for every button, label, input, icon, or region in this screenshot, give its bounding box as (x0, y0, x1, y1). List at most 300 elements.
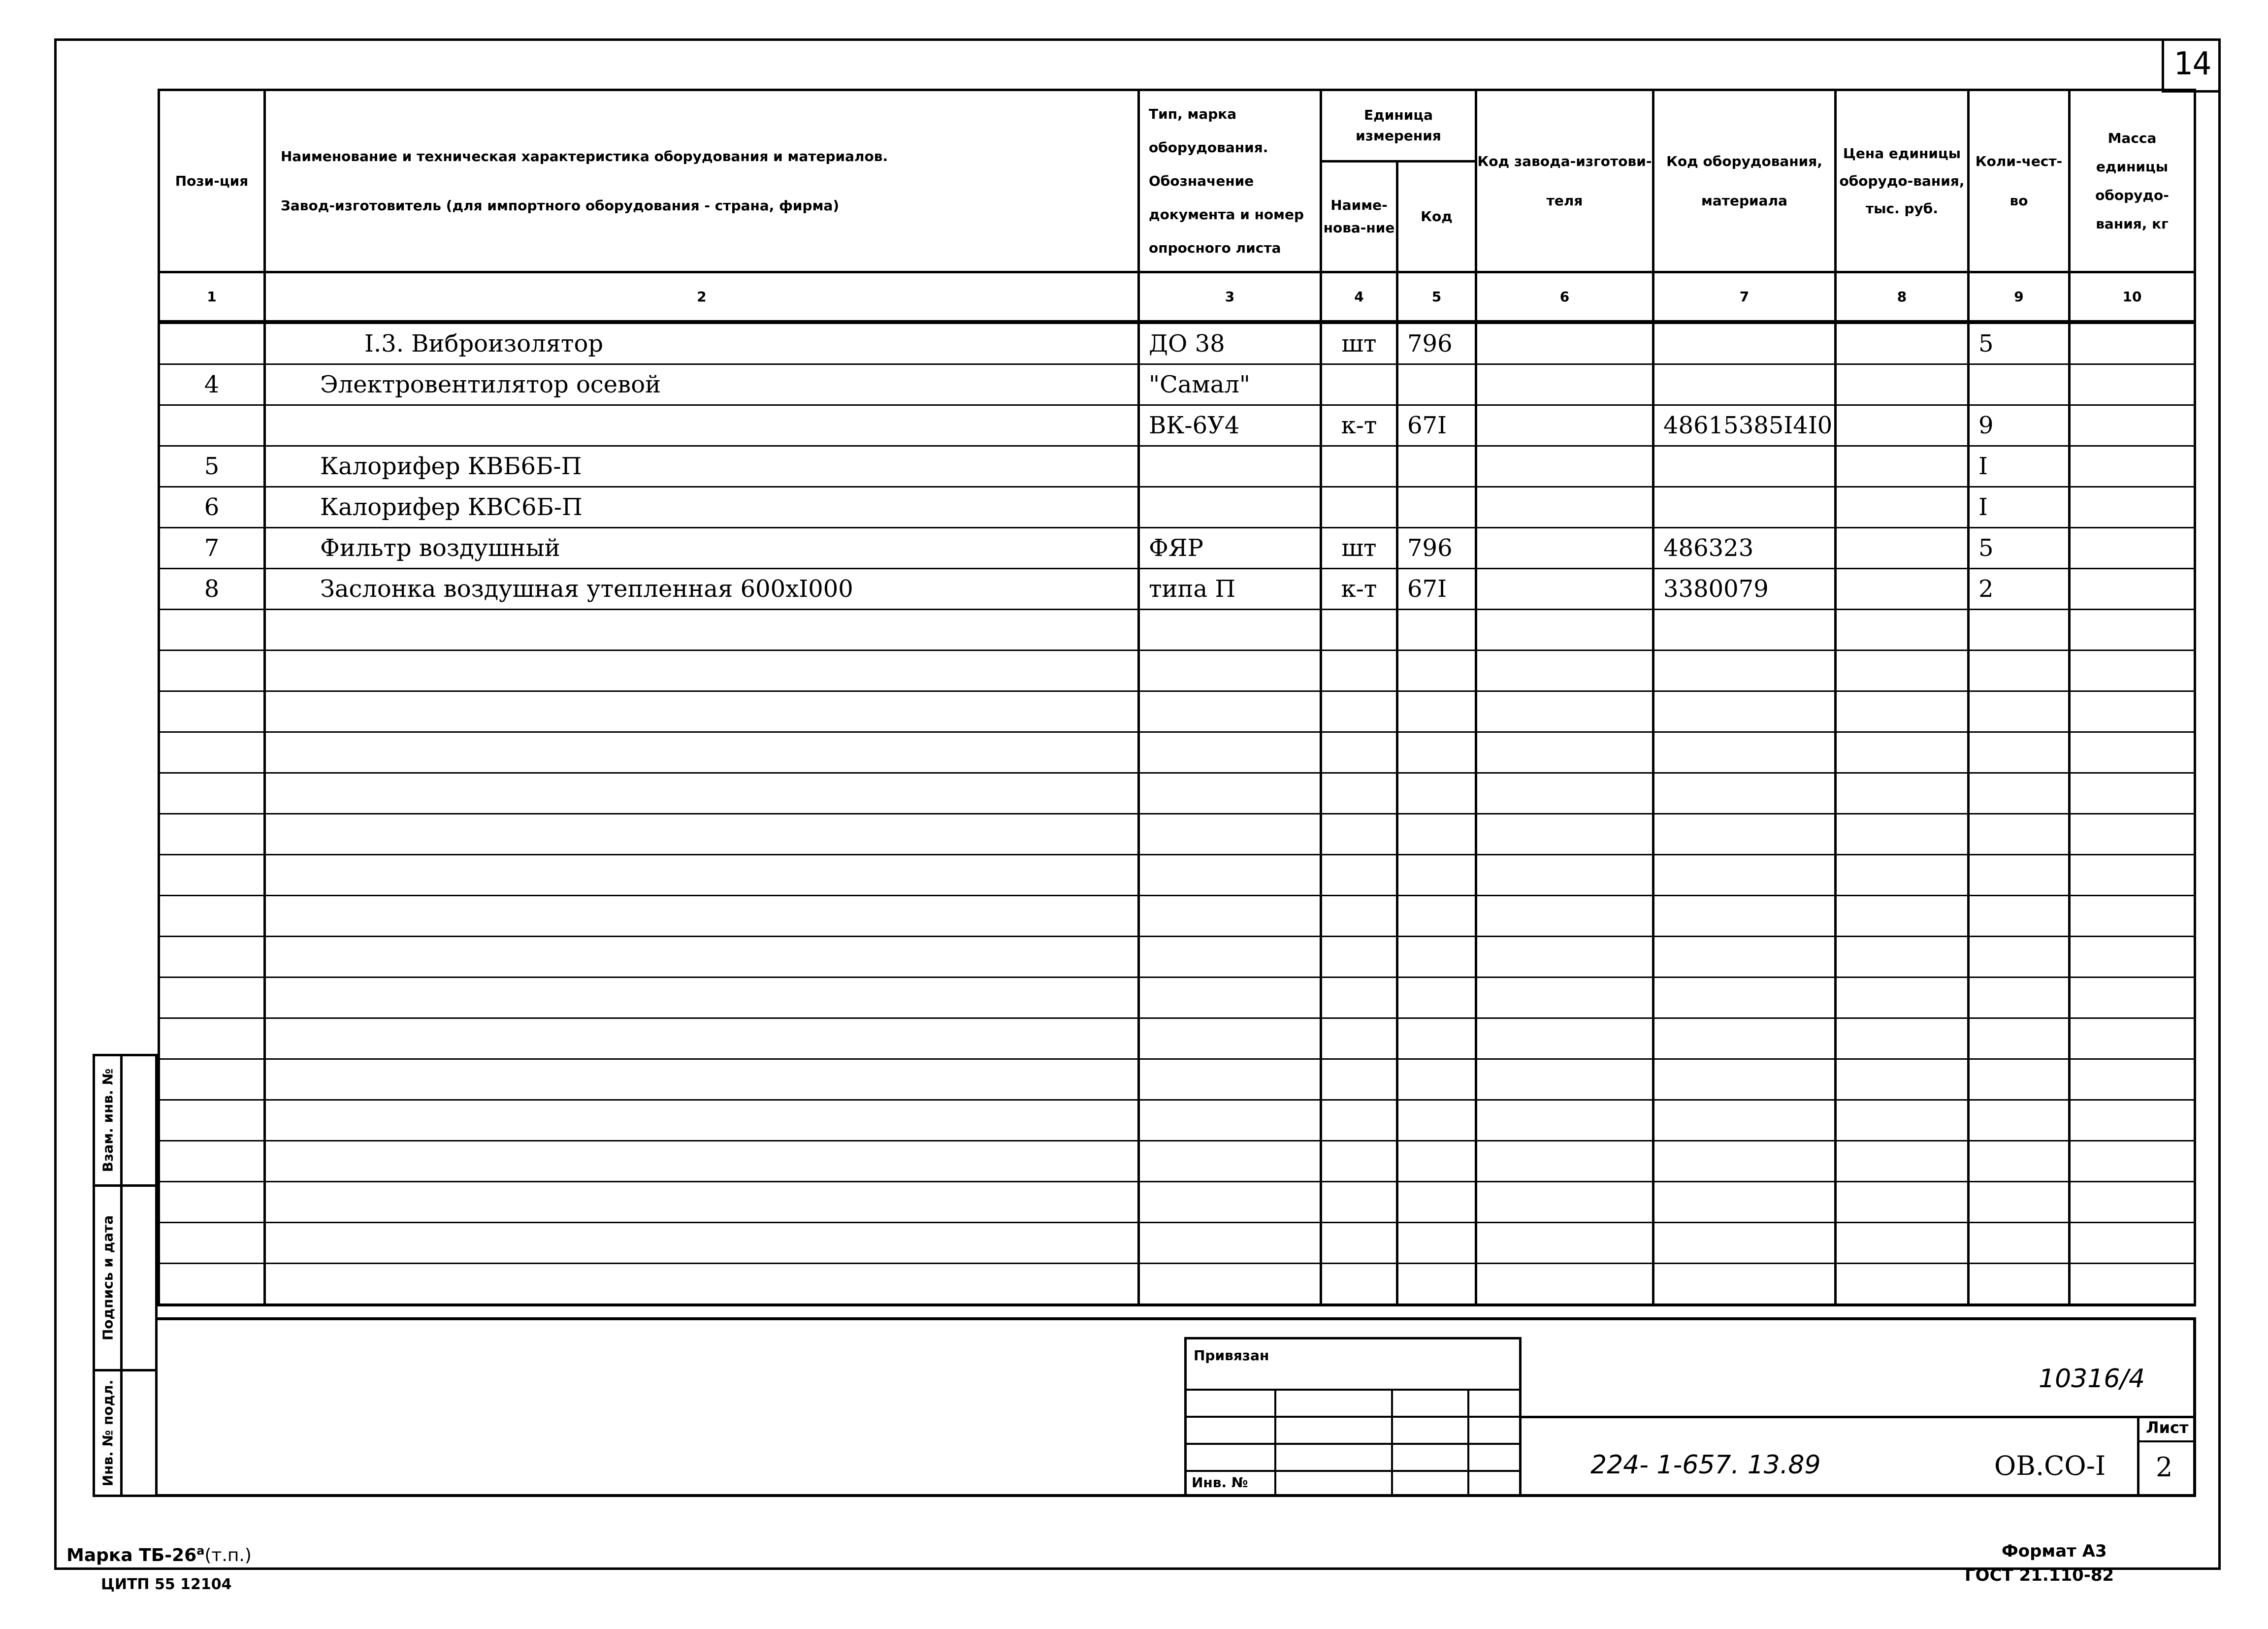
empty-cell (1836, 814, 1969, 855)
cell-position: 5 (159, 446, 265, 487)
empty-cell (1969, 855, 2070, 896)
form-mark-sup: а (196, 1544, 205, 1558)
cell-price (1836, 446, 1969, 487)
form-mark-text: Марка ТБ-26 (66, 1545, 197, 1565)
empty-cell (1969, 937, 2070, 977)
empty-cell (1969, 610, 2070, 651)
header-unit-name: Наиме-нова-ние (1321, 162, 1397, 272)
empty-cell (1139, 1018, 1321, 1059)
cell-quantity: 5 (1969, 322, 2070, 364)
empty-cell (265, 1182, 1139, 1223)
header-type: Тип, марка оборудования. Обозначение документа и номер опросного листа (1139, 90, 1321, 272)
header-mass: Масса единицы оборудо-вания, кг (2070, 90, 2195, 272)
empty-row (159, 610, 2195, 651)
empty-row (159, 732, 2195, 773)
header-name-line1: Наименование и техническая характеристика оборудования и материалов. (281, 148, 888, 164)
table-row (159, 569, 2195, 610)
side-stamp-replacement (93, 1054, 158, 1187)
cell-type: ДО 38 (1139, 322, 1321, 364)
cell-unit-code (1397, 487, 1476, 528)
empty-cell (1969, 1223, 2070, 1264)
cell-unit-code: 67I (1397, 569, 1476, 610)
cell-type (1139, 487, 1321, 528)
empty-cell (265, 1264, 1139, 1305)
empty-cell (265, 1100, 1139, 1141)
empty-cell (265, 1018, 1139, 1059)
empty-cell (1653, 855, 1836, 896)
column-number: 10 (2070, 272, 2195, 323)
grid-line (1184, 1470, 1522, 1472)
empty-cell (1397, 855, 1476, 896)
empty-cell (1321, 691, 1397, 732)
cell-position (159, 322, 265, 364)
empty-cell (1139, 773, 1321, 814)
empty-cell (1476, 610, 1653, 651)
cell-unit: к-т (1321, 405, 1397, 446)
empty-cell (1476, 937, 1653, 977)
empty-cell (1653, 814, 1836, 855)
gost-reference: ГОСТ 21.110-82 (1965, 1565, 2114, 1585)
empty-cell (265, 651, 1139, 691)
table-row (159, 364, 2195, 405)
empty-row (159, 1059, 2195, 1100)
empty-cell (1969, 1264, 2070, 1305)
cell-price (1836, 405, 1969, 446)
grid-line (1391, 1389, 1393, 1497)
table-row (159, 528, 2195, 569)
table-row (159, 487, 2195, 528)
column-number: 4 (1321, 272, 1397, 323)
cell-maker-code (1476, 487, 1653, 528)
empty-cell (1653, 732, 1836, 773)
cell-unit-code: 796 (1397, 528, 1476, 569)
empty-cell (2070, 896, 2195, 937)
cell-name (265, 405, 1139, 446)
empty-cell (1139, 937, 1321, 977)
empty-cell (1476, 1059, 1653, 1100)
empty-cell (159, 732, 265, 773)
cell-mass (2070, 528, 2195, 569)
cell-position: 7 (159, 528, 265, 569)
header-maker-code: Код завода-изготови-теля (1476, 90, 1653, 272)
empty-cell (1653, 1059, 1836, 1100)
empty-cell (159, 1059, 265, 1100)
cell-quantity: 5 (1969, 528, 2070, 569)
table-row (159, 405, 2195, 446)
cell-position (159, 405, 265, 446)
side-stamp-label: Инв. № подл. (99, 1379, 116, 1487)
empty-cell (1653, 1182, 1836, 1223)
cell-unit: шт (1321, 322, 1397, 364)
empty-cell (1397, 937, 1476, 977)
empty-cell (2070, 1223, 2195, 1264)
cell-unit-code (1397, 364, 1476, 405)
empty-cell (1836, 1264, 1969, 1305)
empty-cell (2070, 1059, 2195, 1100)
column-number: 3 (1139, 272, 1321, 323)
column-number: 7 (1653, 272, 1836, 323)
grid-line (2137, 1416, 2139, 1497)
empty-cell (1969, 1141, 2070, 1182)
empty-cell (1321, 773, 1397, 814)
cell-equipment-code (1653, 322, 1836, 364)
empty-cell (1321, 610, 1397, 651)
table-row (159, 446, 2195, 487)
empty-cell (1653, 773, 1836, 814)
empty-cell (265, 732, 1139, 773)
side-stamp-label: Подпись и дата (99, 1215, 116, 1341)
table-body (159, 322, 2195, 1305)
grid-line (1184, 1416, 1522, 1418)
empty-cell (159, 1100, 265, 1141)
sheet-corner-box (2162, 38, 2221, 93)
empty-cell (1969, 1182, 2070, 1223)
empty-cell (2070, 1100, 2195, 1141)
empty-cell (1836, 977, 1969, 1018)
grid-line (1274, 1389, 1276, 1497)
grid-line (2137, 1440, 2196, 1442)
empty-cell (1476, 814, 1653, 855)
empty-row (159, 691, 2195, 732)
empty-cell (2070, 1141, 2195, 1182)
column-number: 8 (1836, 272, 1969, 323)
empty-cell (1653, 1264, 1836, 1305)
empty-cell (1397, 773, 1476, 814)
column-number-row (159, 272, 2195, 323)
empty-cell (159, 814, 265, 855)
empty-cell (2070, 814, 2195, 855)
empty-cell (1476, 773, 1653, 814)
cell-name: Калорифер КВБ6Б-П (265, 446, 1139, 487)
cell-quantity: I (1969, 487, 2070, 528)
empty-cell (1969, 977, 2070, 1018)
cell-mass (2070, 569, 2195, 610)
empty-cell (2070, 773, 2195, 814)
cell-unit-code (1397, 446, 1476, 487)
empty-cell (1321, 1223, 1397, 1264)
empty-cell (1653, 1100, 1836, 1141)
empty-cell (1476, 651, 1653, 691)
sheet-number: 2 (2156, 1452, 2173, 1483)
paper-format: Формат А3 (2002, 1541, 2107, 1561)
empty-cell (1139, 732, 1321, 773)
empty-cell (1139, 1223, 1321, 1264)
cell-maker-code (1476, 322, 1653, 364)
empty-cell (1836, 855, 1969, 896)
empty-cell (1321, 855, 1397, 896)
empty-cell (1139, 691, 1321, 732)
empty-cell (159, 977, 265, 1018)
cell-price (1836, 569, 1969, 610)
cell-position: 4 (159, 364, 265, 405)
empty-row (159, 1264, 2195, 1305)
empty-cell (1139, 1182, 1321, 1223)
empty-cell (1397, 1182, 1476, 1223)
empty-cell (159, 610, 265, 651)
empty-cell (1476, 1264, 1653, 1305)
cell-quantity: I (1969, 446, 2070, 487)
empty-cell (1397, 610, 1476, 651)
document-code: ОВ.СО-I (1994, 1450, 2106, 1481)
cell-name: Фильтр воздушный (265, 528, 1139, 569)
empty-cell (1321, 1100, 1397, 1141)
cell-name: Электровентилятор осевой (265, 364, 1139, 405)
empty-row (159, 773, 2195, 814)
empty-cell (1476, 1018, 1653, 1059)
empty-cell (1969, 1100, 2070, 1141)
cell-maker-code (1476, 405, 1653, 446)
cell-name: Заслонка воздушная утепленная 600хI000 (265, 569, 1139, 610)
empty-cell (2070, 977, 2195, 1018)
empty-cell (1139, 977, 1321, 1018)
empty-cell (1476, 1141, 1653, 1182)
empty-cell (159, 651, 265, 691)
grid-line (1522, 1416, 2196, 1418)
empty-cell (265, 1059, 1139, 1100)
side-stamp-inventory (93, 1369, 158, 1497)
empty-cell (159, 1018, 265, 1059)
empty-cell (1139, 896, 1321, 937)
cell-unit: шт (1321, 528, 1397, 569)
empty-cell (1476, 896, 1653, 937)
empty-cell (2070, 855, 2195, 896)
empty-row (159, 937, 2195, 977)
empty-cell (1139, 1141, 1321, 1182)
sheet-label: Лист (2146, 1418, 2189, 1437)
empty-cell (1139, 1059, 1321, 1100)
empty-cell (265, 896, 1139, 937)
empty-cell (1397, 1018, 1476, 1059)
empty-cell (1653, 1141, 1836, 1182)
empty-cell (159, 1264, 265, 1305)
header-equipment-code: Код оборудования, материала (1653, 90, 1836, 272)
empty-row (159, 977, 2195, 1018)
column-number: 1 (159, 272, 265, 323)
empty-cell (1321, 937, 1397, 977)
empty-cell (1476, 691, 1653, 732)
empty-cell (1321, 1018, 1397, 1059)
empty-row (159, 1182, 2195, 1223)
empty-cell (1321, 651, 1397, 691)
empty-cell (265, 855, 1139, 896)
empty-cell (1836, 651, 1969, 691)
cell-price (1836, 528, 1969, 569)
grid-line (1467, 1389, 1469, 1497)
empty-cell (265, 691, 1139, 732)
cell-maker-code (1476, 569, 1653, 610)
empty-cell (1653, 691, 1836, 732)
grid-line (1184, 1443, 1522, 1445)
empty-cell (1397, 1100, 1476, 1141)
empty-cell (1836, 1141, 1969, 1182)
column-number: 9 (1969, 272, 2070, 323)
cell-unit: к-т (1321, 569, 1397, 610)
cell-name: Калорифер КВС6Б-П (265, 487, 1139, 528)
empty-cell (1476, 855, 1653, 896)
empty-cell (1969, 651, 2070, 691)
cell-price (1836, 487, 1969, 528)
tsitp-code: ЦИТП 55 12104 (101, 1576, 232, 1593)
table-row (159, 322, 2195, 364)
empty-cell (265, 814, 1139, 855)
cell-mass (2070, 364, 2195, 405)
empty-cell (159, 691, 265, 732)
cell-unit-code: 796 (1397, 322, 1476, 364)
empty-row (159, 1223, 2195, 1264)
empty-cell (2070, 691, 2195, 732)
cell-maker-code (1476, 446, 1653, 487)
empty-cell (265, 937, 1139, 977)
empty-cell (1836, 896, 1969, 937)
cell-equipment-code (1653, 487, 1836, 528)
header-name-line2: Завод-изготовитель (для импортного оборудования - страна, фирма) (281, 197, 840, 214)
empty-cell (1321, 814, 1397, 855)
empty-row (159, 814, 2195, 855)
empty-cell (1653, 1223, 1836, 1264)
empty-cell (1836, 773, 1969, 814)
cell-equipment-code: 48615385I4I0 (1653, 405, 1836, 446)
empty-cell (159, 773, 265, 814)
cell-quantity (1969, 364, 2070, 405)
empty-cell (159, 1182, 265, 1223)
empty-cell (1836, 1018, 1969, 1059)
empty-cell (1397, 1141, 1476, 1182)
cell-mass (2070, 322, 2195, 364)
empty-cell (2070, 732, 2195, 773)
empty-cell (2070, 651, 2195, 691)
side-stamp-signature (93, 1184, 158, 1371)
cell-maker-code (1476, 364, 1653, 405)
column-number: 6 (1476, 272, 1653, 323)
empty-cell (1836, 610, 1969, 651)
empty-cell (1653, 896, 1836, 937)
cell-maker-code (1476, 528, 1653, 569)
cell-equipment-code (1653, 364, 1836, 405)
empty-cell (1653, 1018, 1836, 1059)
empty-cell (1139, 1100, 1321, 1141)
empty-cell (1321, 732, 1397, 773)
column-number: 2 (265, 272, 1139, 323)
empty-row (159, 896, 2195, 937)
empty-row (159, 1100, 2195, 1141)
empty-cell (1321, 1264, 1397, 1305)
cell-price (1836, 322, 1969, 364)
cell-equipment-code: 3380079 (1653, 569, 1836, 610)
empty-cell (1969, 732, 2070, 773)
empty-cell (1397, 977, 1476, 1018)
empty-cell (265, 1223, 1139, 1264)
empty-cell (1476, 1100, 1653, 1141)
empty-cell (1836, 1100, 1969, 1141)
empty-cell (1139, 651, 1321, 691)
cell-unit (1321, 364, 1397, 405)
empty-cell (1139, 610, 1321, 651)
empty-cell (1836, 1223, 1969, 1264)
header-quantity: Коли-чест-во (1969, 90, 2070, 272)
cell-type: ВК-6У4 (1139, 405, 1321, 446)
column-number: 5 (1397, 272, 1476, 323)
header-name (265, 90, 1139, 272)
empty-cell (1476, 1223, 1653, 1264)
cell-equipment-code (1653, 446, 1836, 487)
empty-cell (265, 773, 1139, 814)
header-price: Цена единицы оборудо-вания, тыс. руб. (1836, 90, 1969, 272)
empty-cell (1836, 1182, 1969, 1223)
form-mark-suffix: (т.п.) (204, 1545, 252, 1565)
empty-cell (265, 1141, 1139, 1182)
empty-cell (1836, 732, 1969, 773)
empty-cell (159, 896, 265, 937)
cell-position: 6 (159, 487, 265, 528)
privyazan-label: Привязан (1194, 1347, 1269, 1364)
empty-row (159, 651, 2195, 691)
empty-cell (1653, 937, 1836, 977)
empty-cell (2070, 1018, 2195, 1059)
cell-unit (1321, 487, 1397, 528)
empty-cell (1139, 855, 1321, 896)
empty-cell (1476, 732, 1653, 773)
cell-mass (2070, 446, 2195, 487)
inventory-number-label: Инв. № (1192, 1474, 1248, 1491)
grid-line (1184, 1389, 1522, 1391)
empty-cell (1139, 1264, 1321, 1305)
empty-cell (1836, 691, 1969, 732)
empty-cell (1397, 732, 1476, 773)
cell-mass (2070, 405, 2195, 446)
cell-price (1836, 364, 1969, 405)
header-unit-code: Код (1397, 162, 1476, 272)
empty-cell (159, 1141, 265, 1182)
empty-cell (1969, 1018, 2070, 1059)
empty-cell (1653, 977, 1836, 1018)
cell-name: I.3. Виброизолятор (265, 322, 1139, 364)
empty-cell (2070, 1264, 2195, 1305)
table-header (159, 90, 2195, 272)
cell-type (1139, 446, 1321, 487)
cell-mass (2070, 487, 2195, 528)
title-block (158, 1317, 2196, 1497)
empty-cell (1653, 651, 1836, 691)
empty-cell (1653, 610, 1836, 651)
empty-cell (2070, 1182, 2195, 1223)
archive-number: 10316/4 (2039, 1364, 2145, 1394)
specification-table (158, 89, 2196, 1306)
empty-cell (1321, 896, 1397, 937)
empty-cell (1969, 773, 2070, 814)
empty-cell (1969, 1059, 2070, 1100)
cell-position: 8 (159, 569, 265, 610)
empty-cell (1321, 1059, 1397, 1100)
cell-type: типа П (1139, 569, 1321, 610)
empty-cell (1397, 1264, 1476, 1305)
header-unit-group: Единица измерения (1321, 90, 1476, 162)
empty-cell (1836, 1059, 1969, 1100)
cell-unit-code: 67I (1397, 405, 1476, 446)
empty-cell (265, 977, 1139, 1018)
side-stamp-label: Взам. инв. № (99, 1068, 116, 1173)
empty-cell (1397, 814, 1476, 855)
cell-type: ФЯР (1139, 528, 1321, 569)
empty-cell (265, 610, 1139, 651)
empty-row (159, 1018, 2195, 1059)
empty-cell (1397, 896, 1476, 937)
empty-row (159, 855, 2195, 896)
empty-cell (1321, 977, 1397, 1018)
empty-row (159, 1141, 2195, 1182)
cell-quantity: 2 (1969, 569, 2070, 610)
empty-cell (1321, 1182, 1397, 1223)
empty-cell (2070, 937, 2195, 977)
